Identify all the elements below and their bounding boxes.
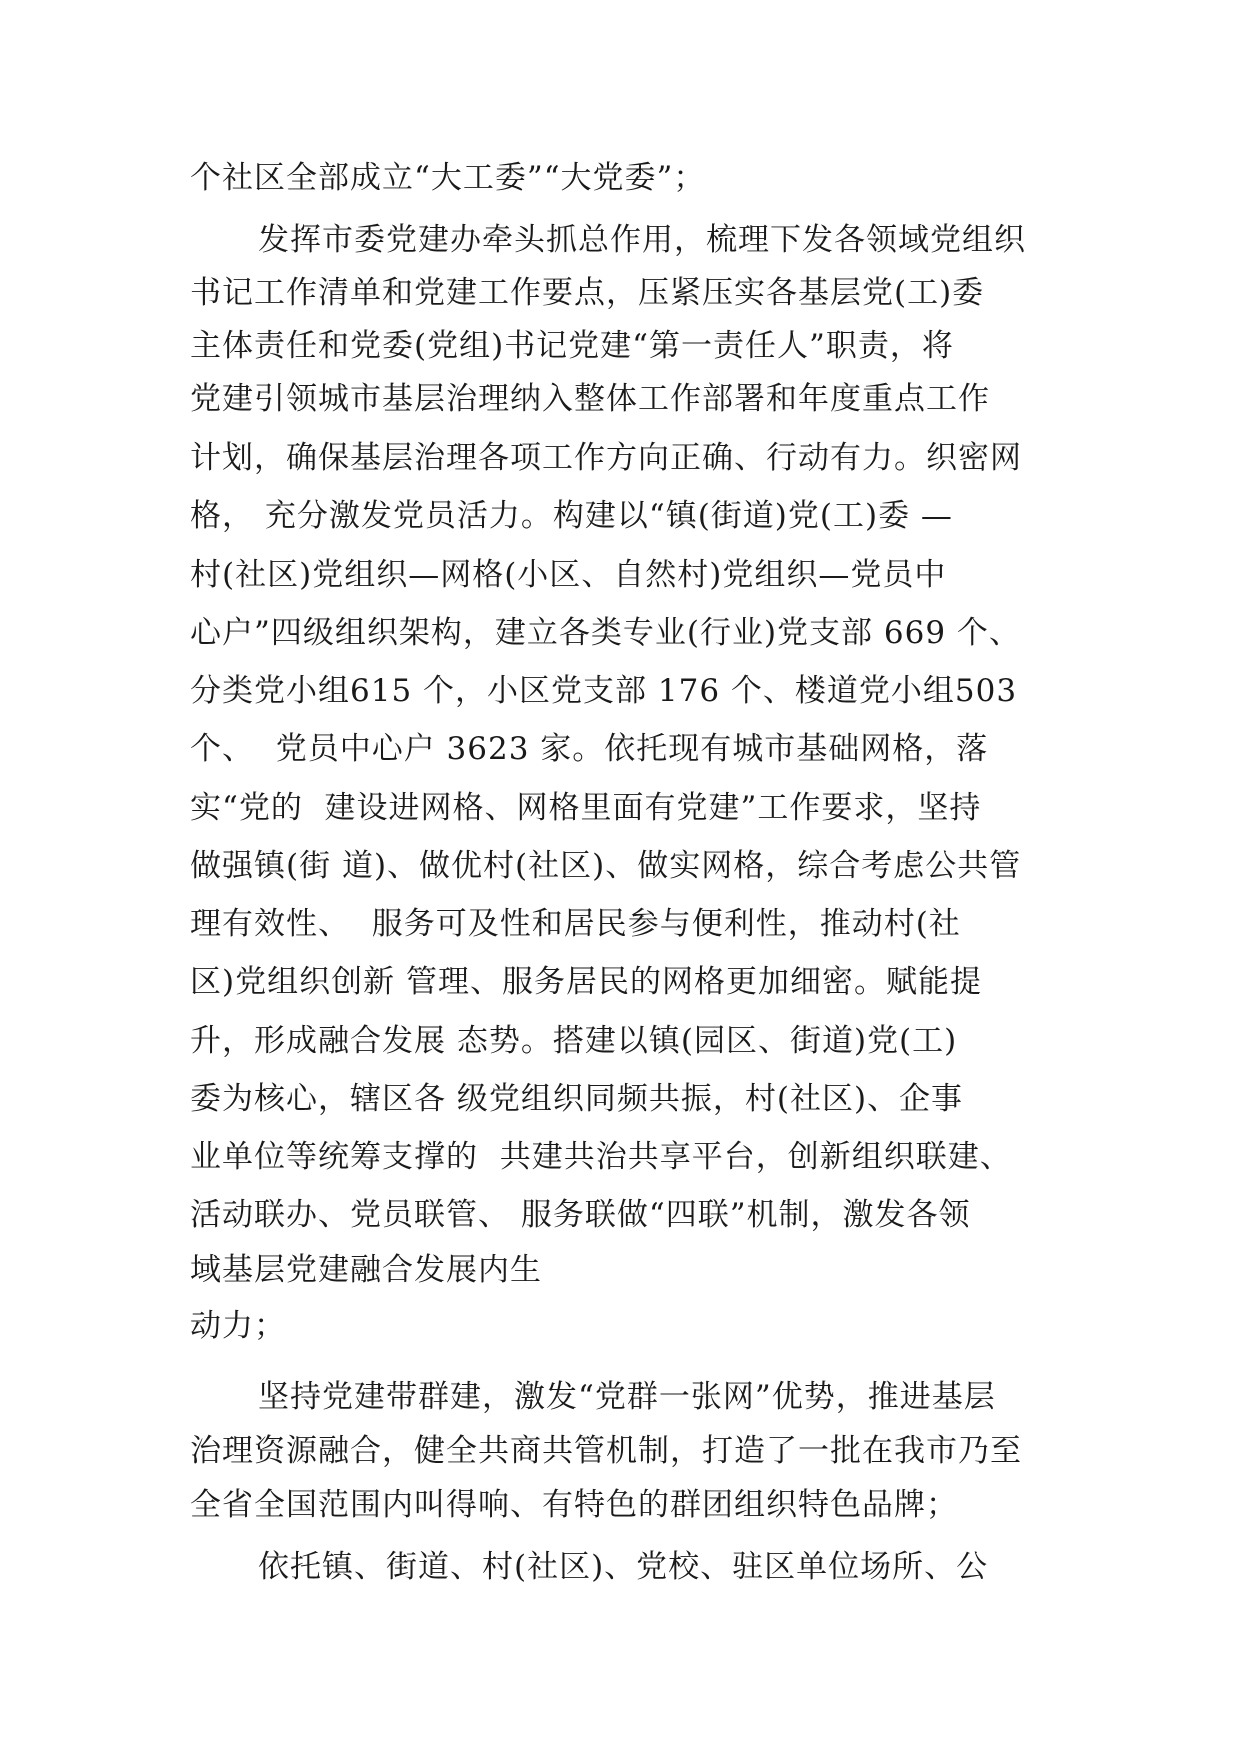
paragraph-first-line: 坚持党建带群建，激发“党群一张网”优势，推进基层: [258, 1379, 996, 1415]
text-line: 委为核心，辖区各 级党组织同频共振，村(社区)、企事: [190, 1081, 964, 1117]
text-line: 活动联办、党员联管、 服务联做“四联”机制，激发各领: [190, 1197, 971, 1233]
text-line: 治理资源融合，健全共商共管机制，打造了一批在我市乃至: [190, 1433, 1022, 1469]
text-line: 计划，确保基层治理各项工作方向正确、行动有力。织密网: [190, 440, 1022, 476]
text-line: 党建引领城市基层治理纳入整体工作部署和年度重点工作: [190, 381, 990, 417]
text-line: 个、 党员中心户 3623 家。依托现有城市基础网格，落: [190, 731, 989, 767]
text-line: 分类党小组615 个，小区党支部 176 个、楼道党小组503: [190, 673, 1018, 709]
text-line: 个社区全部成立“大工委”“大党委”；: [190, 160, 706, 196]
text-line: 升，形成融合发展 态势。搭建以镇(园区、街道)党(工): [190, 1023, 958, 1059]
text-line: 主体责任和党委(党组)书记党建“第一责任人”职责，将: [190, 328, 954, 364]
text-line: 动力；: [190, 1308, 286, 1344]
text-line: 全省全国范围内叫得响、有特色的群团组织特色品牌；: [190, 1487, 958, 1523]
text-line: 书记工作清单和党建工作要点，压紧压实各基层党(工)委: [190, 275, 985, 311]
text-line: 村(社区)党组织—网格(小区、自然村)党组织—党员中: [190, 557, 947, 593]
text-line: 格， 充分激发党员活力。构建以“镇(街道)党(工)委 —: [190, 498, 953, 534]
text-line: 业单位等统筹支撑的 共建共治共享平台，创新组织联建、: [190, 1139, 1012, 1175]
paragraph-first-line: 依托镇、街道、村(社区)、党校、驻区单位场所、公: [258, 1549, 989, 1585]
text-line: 区)党组织创新 管理、服务居民的网格更加细密。赋能提: [190, 964, 982, 1000]
text-line: 实“党的 建设进网格、网格里面有党建”工作要求，坚持: [190, 790, 982, 826]
paragraph-first-line: 发挥市委党建办牵头抓总作用，梳理下发各领域党组织: [258, 222, 1026, 258]
text-line: 做强镇(街 道)、做优村(社区)、做实网格，综合考虑公共管: [190, 848, 1022, 884]
text-line: 域基层党建融合发展内生: [190, 1252, 542, 1288]
text-line: 理有效性、 服务可及性和居民参与便利性，推动村(社: [190, 906, 961, 942]
text-line: 心户”四级组织架构，建立各类专业(行业)党支部 669 个、: [190, 615, 1021, 651]
